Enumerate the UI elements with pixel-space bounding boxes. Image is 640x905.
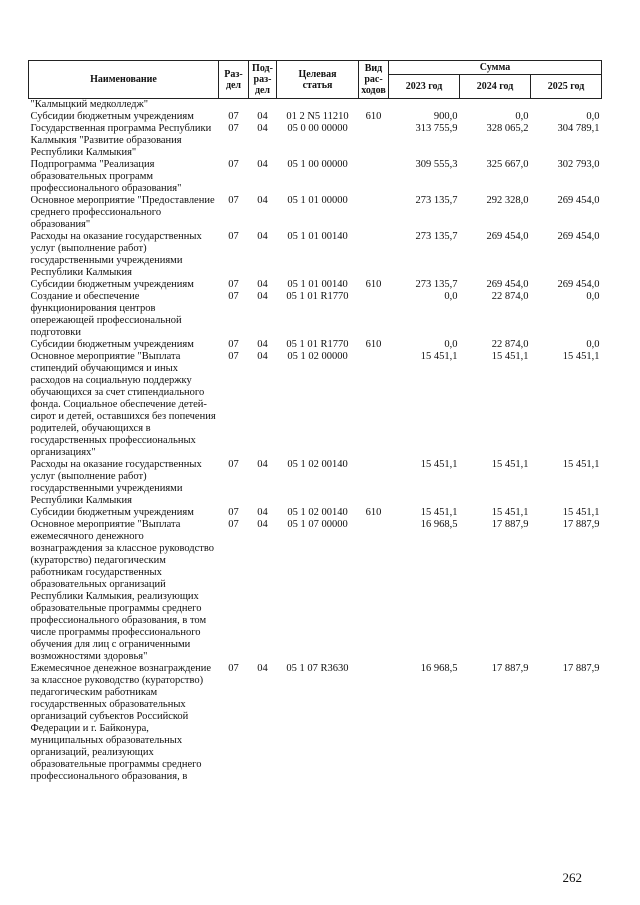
cell-celevaya: 05 0 00 00000 [287, 123, 348, 134]
cell-2024: 22 874,0 [491, 339, 529, 350]
cell-vid [359, 291, 389, 339]
cell-2025: 269 454,0 [557, 231, 600, 242]
cell-razdel: 07 [228, 507, 239, 518]
cell-2023: 15 451,1 [420, 507, 458, 518]
cell-celevaya: 05 1 00 00000 [287, 159, 348, 170]
cell-razdel: 07 [228, 459, 239, 470]
cell-podrazdel: 04 [257, 123, 268, 134]
cell-2024: 17 887,9 [491, 519, 529, 530]
header-2024: 2024 год [460, 75, 531, 99]
cell-2024: 15 451,1 [491, 459, 529, 470]
cell-celevaya: 05 1 02 00140 [287, 459, 348, 470]
cell-vid [359, 663, 389, 783]
table-row [29, 519, 602, 663]
cell-podrazdel: 04 [257, 159, 268, 170]
cell-name: Основное мероприятие "Предоставление среднего профессионального образования" [30, 195, 215, 230]
cell-podrazdel: 04 [257, 339, 268, 350]
table-row [29, 351, 602, 459]
cell-2023: 273 135,7 [415, 195, 458, 206]
cell-2024: 325 667,0 [486, 159, 529, 170]
cell-celevaya: 01 2 N5 11210 [286, 111, 349, 122]
cell-name: Субсидии бюджетным учреждениям [30, 339, 194, 350]
table-header [29, 61, 602, 99]
table-row [29, 279, 602, 291]
table-body [29, 99, 602, 784]
header-razdel [219, 61, 249, 99]
cell-podrazdel: 04 [257, 459, 268, 470]
cell-razdel: 07 [228, 663, 239, 674]
cell-2023: 900,0 [433, 111, 458, 122]
table-row [29, 195, 602, 231]
cell-2023: 15 451,1 [420, 351, 458, 362]
cell-razdel: 07 [228, 279, 239, 290]
cell-vid [359, 123, 389, 159]
cell-2025: 15 451,1 [562, 459, 600, 470]
table-row [29, 231, 602, 279]
cell-name: Создание и обеспечение функционирования центров опережающей профессиональной подготовки [30, 291, 182, 338]
cell-celevaya: 05 1 01 R1770 [286, 339, 349, 350]
cell-podrazdel: 04 [257, 507, 268, 518]
header-summa: Сумма [389, 61, 602, 75]
cell-2023: 313 755,9 [415, 123, 458, 134]
cell-2023: 16 968,5 [420, 663, 458, 674]
cell-razdel: 07 [228, 195, 239, 206]
table-row [29, 507, 602, 519]
cell-name: Расходы на оказание государственных услуг (выполнение работ) государственными учреждениями Республики Калмыкия [30, 231, 202, 278]
cell-2024: 17 887,9 [491, 663, 529, 674]
header-celevaya [277, 61, 359, 99]
cell-celevaya: 05 1 07 00000 [287, 519, 348, 530]
header-podrazdel [249, 61, 277, 99]
cell-2024: 328 065,2 [486, 123, 529, 134]
cell-celevaya: 05 1 02 00000 [287, 351, 348, 362]
cell-razdel: 07 [228, 291, 239, 302]
cell-2023: 0,0 [444, 291, 458, 302]
cell-celevaya: 05 1 02 00140 [287, 507, 348, 518]
cell-celevaya: 05 1 07 R3630 [286, 663, 349, 674]
cell-2025: 269 454,0 [557, 195, 600, 206]
cell-vid [359, 195, 389, 231]
cell-vid: 610 [365, 279, 382, 290]
cell-vid [359, 231, 389, 279]
cell-2023: 15 451,1 [420, 459, 458, 470]
table-row [29, 339, 602, 351]
cell-vid [359, 519, 389, 663]
cell-2024 [460, 99, 531, 112]
cell-razdel: 07 [228, 231, 239, 242]
cell-celevaya: 05 1 01 00140 [287, 279, 348, 290]
cell-vid [359, 459, 389, 507]
cell-razdel: 07 [228, 351, 239, 362]
cell-razdel: 07 [228, 159, 239, 170]
cell-name: Ежемесячное денежное вознаграждение за классное руководство (кураторство) педагогическим работникам государственных образовательных организаций субъектов Российской Федерации и г. Байконура, муниципальных образовательных организаций, реализующих образовательные программы среднего профессионального образования, в [30, 663, 212, 782]
cell-podrazdel: 04 [257, 351, 268, 362]
cell-2023: 309 555,3 [415, 159, 458, 170]
cell-vid: 610 [365, 339, 382, 350]
cell-name: Основное мероприятие "Выплата ежемесячного денежного вознаграждения за классное руководство (кураторство) педагогическим работникам государственных образовательных организаций Республики Калмыкия, реализующих образовательные программы среднего профессионального образования, в том числе программы профессионального обучения для лиц с ограниченными возможностями здоровья" [30, 519, 215, 662]
cell-name: "Калмыцкий медколледж" [30, 99, 148, 110]
cell-name: Расходы на оказание государственных услуг (выполнение работ) государственными учреждениями Республики Калмыкия [30, 459, 202, 506]
cell-celevaya: 05 1 01 R1770 [286, 291, 349, 302]
cell-2025: 0,0 [586, 111, 600, 122]
cell-2025: 0,0 [586, 291, 600, 302]
cell-celevaya: 05 1 01 00140 [287, 231, 348, 242]
cell-podrazdel [249, 99, 277, 112]
table-row [29, 123, 602, 159]
cell-name: Подпрограмма "Реализация образовательных программ профессионального образования" [30, 159, 182, 194]
header-vid-label: Вид рас- ходов [361, 63, 386, 96]
header-razdel-label: Раз- дел [224, 68, 243, 91]
cell-razdel: 07 [228, 519, 239, 530]
budget-table [28, 60, 602, 783]
header-name: Наименование [29, 61, 219, 99]
cell-2025: 0,0 [586, 339, 600, 350]
cell-name: Субсидии бюджетным учреждениям [30, 279, 194, 290]
table-row [29, 459, 602, 507]
header-2023: 2023 год [389, 75, 460, 99]
cell-2023: 0,0 [444, 339, 458, 350]
cell-2024: 292 328,0 [486, 195, 529, 206]
cell-2023: 16 968,5 [420, 519, 458, 530]
cell-podrazdel: 04 [257, 519, 268, 530]
cell-2024: 269 454,0 [486, 231, 529, 242]
cell-2023: 273 135,7 [415, 231, 458, 242]
table-row [29, 99, 602, 112]
table-row [29, 291, 602, 339]
header-podrazdel-label: Под- раз- дел [252, 63, 273, 96]
cell-celevaya [277, 99, 359, 112]
header-vid [359, 61, 389, 99]
cell-podrazdel: 04 [257, 291, 268, 302]
cell-razdel [219, 99, 249, 112]
cell-podrazdel: 04 [257, 231, 268, 242]
cell-2025: 17 887,9 [562, 519, 600, 530]
cell-2025: 15 451,1 [562, 351, 600, 362]
cell-2024: 15 451,1 [491, 507, 529, 518]
table-row [29, 663, 602, 783]
cell-2025: 302 793,0 [557, 159, 600, 170]
page-number: 262 [562, 870, 582, 885]
header-celevaya-label: Целевая статья [298, 68, 337, 91]
cell-2025: 269 454,0 [557, 279, 600, 290]
cell-2024: 0,0 [515, 111, 529, 122]
table-row [29, 159, 602, 195]
table-row [29, 111, 602, 123]
cell-2023: 273 135,7 [415, 279, 458, 290]
cell-name: Основное мероприятие "Выплата стипендий обучающимся и иных расходов на социальную поддержку обучающихся за счет стипендиального фонда. Социальное обеспечение детей-сирот и детей, оставшихся без попечения родителей, обучающихся в государственных профессиональных организациях" [30, 351, 216, 458]
cell-podrazdel: 04 [257, 663, 268, 674]
cell-2024: 22 874,0 [491, 291, 529, 302]
cell-2024: 269 454,0 [486, 279, 529, 290]
cell-2023 [389, 99, 460, 112]
cell-podrazdel: 04 [257, 111, 268, 122]
cell-2025: 17 887,9 [562, 663, 600, 674]
cell-2025 [531, 99, 602, 112]
cell-name: Субсидии бюджетным учреждениям [30, 507, 194, 518]
cell-razdel: 07 [228, 111, 239, 122]
cell-vid [359, 99, 389, 112]
cell-podrazdel: 04 [257, 279, 268, 290]
cell-podrazdel: 04 [257, 195, 268, 206]
cell-celevaya: 05 1 01 00000 [287, 195, 348, 206]
cell-razdel: 07 [228, 339, 239, 350]
cell-2025: 15 451,1 [562, 507, 600, 518]
cell-vid [359, 159, 389, 195]
header-2025: 2025 год [531, 75, 602, 99]
cell-2024: 15 451,1 [491, 351, 529, 362]
cell-name: Государственная программа Республики Калмыкия "Развитие образования Республики Калмыкия" [30, 123, 212, 158]
cell-vid [359, 351, 389, 459]
cell-vid: 610 [365, 507, 382, 518]
cell-vid: 610 [365, 111, 382, 122]
cell-razdel: 07 [228, 123, 239, 134]
cell-2025: 304 789,1 [557, 123, 600, 134]
cell-name: Субсидии бюджетным учреждениям [30, 111, 194, 122]
